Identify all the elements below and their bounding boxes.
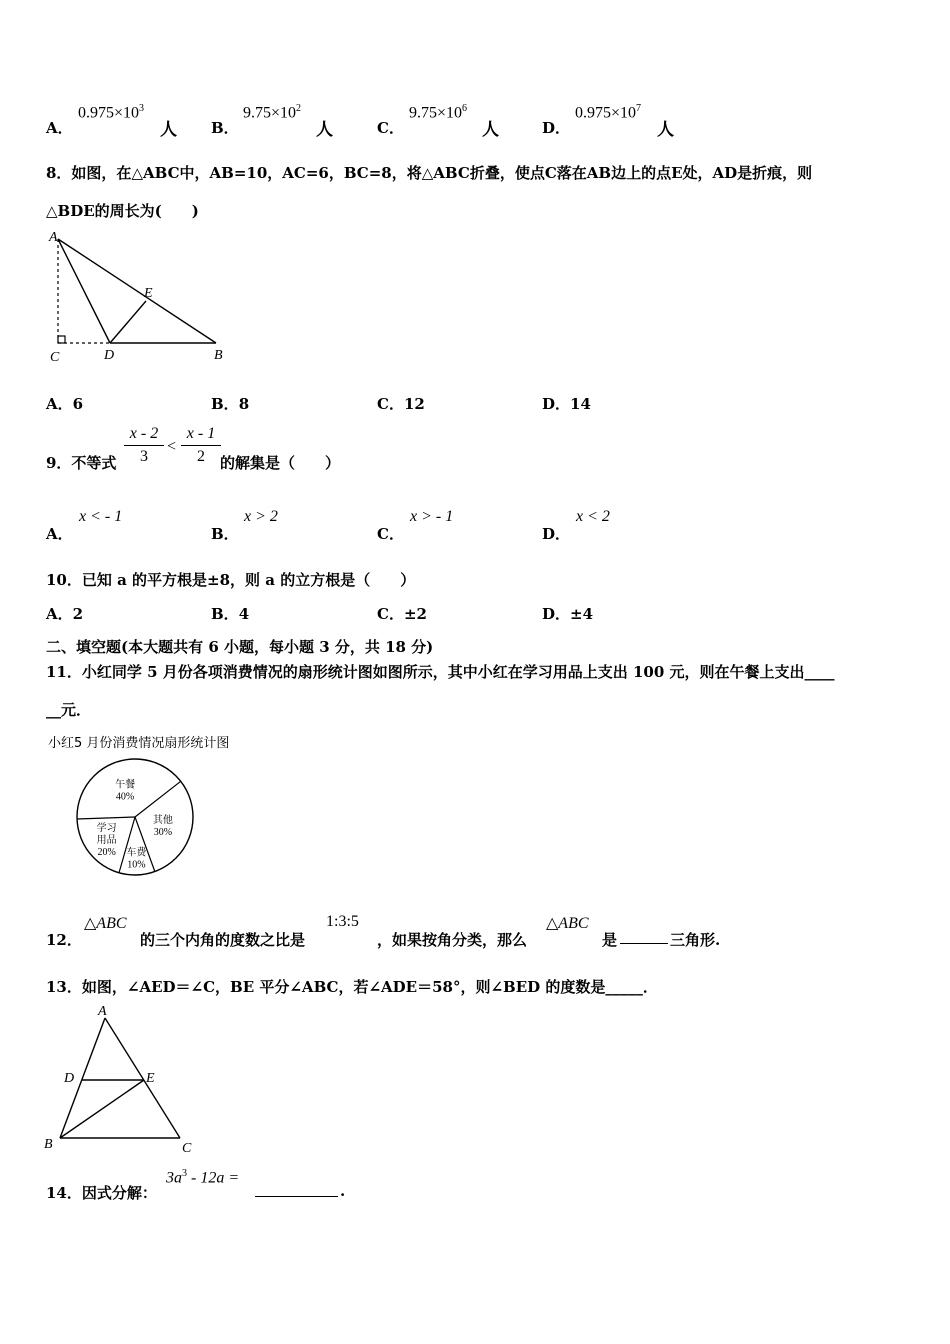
q9-option-b-letter: B． bbox=[211, 525, 239, 543]
q12-triangle-abc-1: △ABC bbox=[84, 915, 127, 932]
q10-option-a: A．2 bbox=[46, 605, 84, 623]
q14-expression: $3a^3 - 12a$ = bbox=[166, 1168, 240, 1187]
pie-label-4-1: 学习 bbox=[96, 823, 117, 835]
q9-prefix: 9．不等式 bbox=[46, 454, 117, 472]
q7-option-b-unit: 人 bbox=[316, 120, 333, 140]
q7-option-a-unit: 人 bbox=[160, 120, 177, 140]
q9-option-b-text: x > 2 bbox=[244, 508, 278, 525]
q8-option-a: A．6 bbox=[46, 395, 84, 413]
q12-triangle-abc-2: △ABC bbox=[546, 915, 589, 932]
q8-label-e: E bbox=[144, 286, 153, 301]
pie-label-4-2: 用品 bbox=[96, 835, 117, 847]
section-2-title: 二、填空题(本大题共有 6 小题，每小题 3 分，共 18 分) bbox=[46, 638, 434, 656]
q13-label-b: B bbox=[44, 1137, 53, 1152]
q8-label-d: D bbox=[104, 348, 115, 363]
q9-less-than: < bbox=[167, 438, 177, 455]
q12-text-2: ，如果按角分类，那么 bbox=[377, 931, 528, 949]
q7-option-d: D． bbox=[542, 119, 571, 137]
pie-label-2-1: 其他 bbox=[152, 814, 173, 826]
q7-option-d-value: $0.975\times 10^7$ bbox=[575, 103, 642, 122]
pie-label-2-2: 30% bbox=[153, 826, 173, 838]
q9-suffix: 的解集是（ ） bbox=[220, 454, 341, 472]
q7-option-a-value: $0.975\times 10^3$ bbox=[78, 103, 145, 122]
q14-prefix: 14．因式分解： bbox=[46, 1184, 157, 1202]
q7-option-a: A． bbox=[46, 119, 73, 137]
q7-option-c-value: $9.75\times 10^6$ bbox=[409, 103, 468, 122]
q8-option-d: D．14 bbox=[542, 395, 591, 413]
q8-label-a: A bbox=[49, 230, 58, 245]
q8-figure bbox=[40, 225, 240, 370]
q9-option-c-text: x > - 1 bbox=[410, 508, 454, 525]
q10-option-d: D．±4 bbox=[542, 605, 594, 623]
pie-label-1-2: 40% bbox=[115, 791, 135, 803]
q12-answer-blank[interactable] bbox=[620, 929, 668, 944]
q12-text-3: 是 bbox=[602, 931, 618, 949]
q7-option-b: B． bbox=[211, 119, 239, 137]
q10-option-b: B．4 bbox=[211, 605, 250, 623]
q14-suffix: . bbox=[340, 1182, 346, 1200]
q7-option-c-unit: 人 bbox=[482, 120, 499, 140]
q9-option-a-letter: A． bbox=[46, 525, 73, 543]
pie-slice-boundary-2 bbox=[135, 781, 181, 817]
q8-option-c: C．12 bbox=[377, 395, 425, 413]
q13-label-d: D bbox=[64, 1071, 75, 1086]
q9-fraction-1: x - 2 3 bbox=[124, 425, 164, 466]
q9-option-a-text: x < - 1 bbox=[79, 508, 123, 525]
q12-text-4: 三角形. bbox=[670, 931, 721, 949]
q8-stem-line2: △BDE的周长为( ) bbox=[46, 202, 199, 220]
q10-option-c: C．±2 bbox=[377, 605, 427, 623]
q9-option-d-letter: D． bbox=[542, 525, 571, 543]
q13-label-c: C bbox=[182, 1141, 192, 1156]
q11-pie-chart bbox=[70, 755, 210, 885]
q7-option-d-unit: 人 bbox=[657, 120, 674, 140]
q13-figure bbox=[40, 1000, 210, 1160]
q13-stem: 13．如图，∠AED＝∠C，BE 平分∠ABC，若∠ADE＝58°，则∠BED 的度数是_____． bbox=[46, 978, 658, 996]
q12-number: 12． bbox=[46, 931, 82, 949]
q8-option-b: B．8 bbox=[211, 395, 250, 413]
q9-fraction-2: x - 1 2 bbox=[181, 425, 221, 466]
q11-chart-title: 小红5 月份消费情况扇形统计图 bbox=[48, 736, 230, 751]
pie-label-1-1: 午餐 bbox=[115, 779, 136, 791]
pie-labels bbox=[97, 778, 173, 871]
q11-stem-line1: 11．小红同学 5 月份各项消费情况的扇形统计图如图所示，其中小红在学习用品上支出 100 元，则在午餐上支出____ bbox=[46, 663, 835, 681]
pie-label-3-2: 10% bbox=[127, 859, 146, 871]
q8-label-c: C bbox=[50, 350, 60, 365]
q12-ratio: 1:3:5 bbox=[326, 913, 359, 930]
q7-option-c: C． bbox=[377, 119, 404, 137]
q14-answer-blank[interactable] bbox=[255, 1182, 338, 1197]
pie-slice-boundary-1 bbox=[77, 817, 135, 819]
q8-label-b: B bbox=[214, 348, 223, 363]
q9-option-d-text: x < 2 bbox=[576, 508, 610, 525]
q11-stem-line2: __元． bbox=[46, 701, 92, 719]
q13-label-a: A bbox=[98, 1004, 107, 1019]
q13-label-e: E bbox=[146, 1071, 155, 1086]
q10-stem: 10．已知 a 的平方根是±8，则 a 的立方根是（ ） bbox=[46, 571, 416, 589]
q8-stem-line1: 8．如图，在△ABC中，AB=10，AC=6，BC=8，将△ABC折叠，使点C落在AB边上的点E处，AD是折痕，则 bbox=[46, 164, 813, 182]
q7-option-b-value: $9.75\times 10^2$ bbox=[243, 103, 302, 122]
q9-option-c-letter: C． bbox=[377, 525, 404, 543]
pie-label-3-1: 车费 bbox=[126, 847, 147, 859]
q12-text-1: 的三个内角的度数之比是 bbox=[140, 931, 306, 949]
pie-label-4-3: 20% bbox=[97, 847, 116, 859]
